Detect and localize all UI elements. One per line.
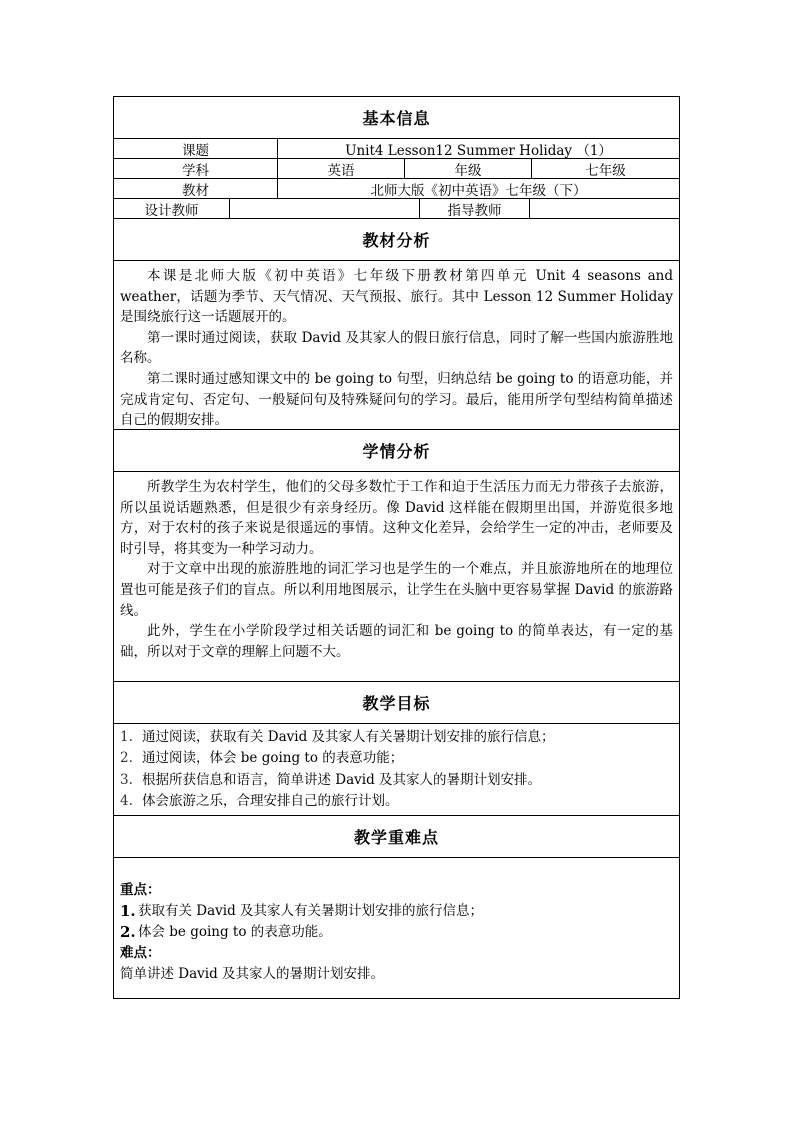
topic-value: Unit4 Lesson12 Summer Holiday （1） (345, 142, 612, 159)
material-analysis-heading: 教材分析 (114, 219, 679, 261)
key-number: 1. (120, 902, 136, 920)
supervisor-value (530, 199, 679, 218)
student-paragraph: 对于文章中出现的旅游胜地的词汇学习也是学生的一个难点，并且旅游地所在的地理位置也可能是孩子们的盲点。所以利用地图展示，让学生在头脑中更容易掌握 David 的旅游路线。 (120, 561, 673, 619)
student-paragraph: 所教学生为农村学生，他们的父母多数忙于工作和迫于生活压力而无力带孩子去旅游，所以虽说话题熟悉，但是很少有亲身经历。像 David 这样能在假期里出国，并游览很多地方，对于农村的孩子来说是很遥远的事情。这种文化差异，会给学生一定的冲击，老师要及时引导，将其变为一种学习动力。 (120, 479, 673, 557)
textbook-label: 教材 (114, 179, 278, 198)
goal-item (120, 770, 673, 791)
material-analysis-body (114, 261, 679, 430)
subject-value: 英语 (278, 159, 405, 178)
material-paragraph: 本课是北师大版《初中英语》七年级下册教材第四单元 Unit 4 seasons and weather，话题为季节、天气情况、天气预报、旅行。其中 Lesson 12 Summer Holiday 是围绕旅行这一话题展开的。 (120, 268, 673, 326)
key-label: 重点： (120, 882, 161, 898)
goal-text: 体会旅游之乐，合理安排自己的旅行计划。 (142, 793, 399, 810)
material-paragraph: 第一课时通过阅读，获取 David 及其家人的假日旅行信息，同时了解一些国内旅游胜地名称。 (120, 329, 673, 367)
key-item (120, 901, 673, 922)
teaching-goals-heading: 教学目标 (114, 682, 679, 724)
goal-text: 通过阅读，体会 be going to 的表意功能； (142, 750, 404, 767)
topic-label: 课题 (114, 139, 278, 158)
difficulty-text: 简单讲述 David 及其家人的暑期计划安排。 (120, 966, 385, 982)
material-paragraph: 第二课时通过感知课文中的 be going to 句型，归纳总结 be going to 的语意功能，并完成肯定句、否定句、一般疑问句及特殊疑问句的学习。最后，能用所学句型结构简单描述自己的假期安排。 (120, 370, 673, 429)
textbook-row (114, 179, 679, 199)
teacher-row (114, 199, 679, 219)
difficulty-label: 难点： (120, 945, 161, 961)
key-points-body (114, 858, 679, 998)
student-analysis-body (114, 472, 679, 682)
grade-label: 年级 (405, 159, 532, 178)
textbook-value: 北师大版《初中英语》七年级（下） (370, 182, 587, 199)
goal-text: 通过阅读，获取有关 David 及其家人有关暑期计划安排的旅行信息； (142, 729, 555, 745)
basic-info-heading: 基本信息 (114, 97, 679, 139)
lesson-plan-table (113, 96, 680, 999)
key-number: 2. (120, 923, 136, 941)
key-item (120, 922, 673, 943)
goal-number: 4. (120, 793, 133, 810)
topic-row (114, 139, 679, 159)
goal-item (120, 727, 673, 748)
goal-number: 3. (120, 771, 133, 788)
designer-value (230, 199, 420, 218)
student-paragraph: 此外，学生在小学阶段学过相关话题的词汇和 be going to 的简单表达，有一定的基础，所以对于文章的理解上问题不大。 (120, 623, 673, 660)
goal-item (120, 791, 673, 812)
supervisor-label: 指导教师 (420, 199, 530, 218)
goal-number: 2. (120, 750, 133, 767)
subject-row (114, 159, 679, 179)
teaching-goals-list (114, 724, 679, 816)
designer-label: 设计教师 (114, 199, 230, 218)
subject-label: 学科 (114, 159, 278, 178)
goal-item (120, 748, 673, 769)
student-analysis-heading: 学情分析 (114, 430, 679, 472)
key-points-heading: 教学重难点 (114, 816, 679, 858)
grade-value: 七年级 (585, 162, 626, 179)
key-text: 获取有关 David 及其家人有关暑期计划安排的旅行信息； (138, 903, 484, 919)
key-text: 体会 be going to 的表意功能。 (138, 924, 332, 940)
goal-number: 1. (120, 729, 133, 745)
goal-text: 根据所获信息和语言，简单讲述 David 及其家人的暑期计划安排。 (142, 771, 542, 788)
